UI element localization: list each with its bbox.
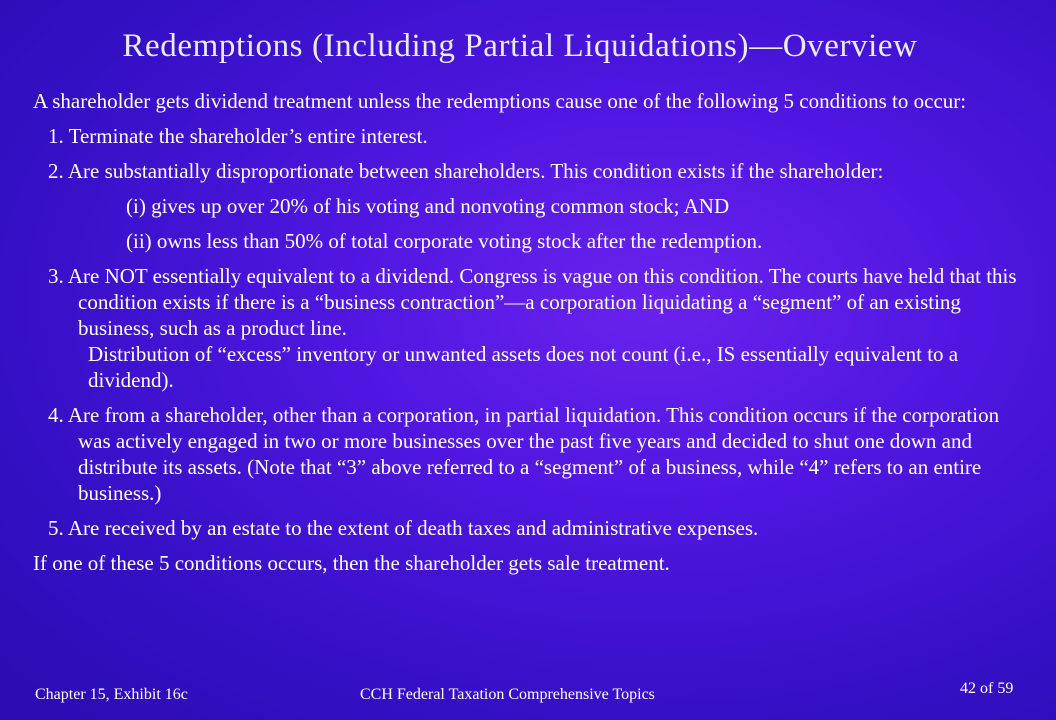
footer-page-number: 42 of 59: [960, 680, 1014, 697]
intro-paragraph: A shareholder gets dividend treatment unless the redemptions cause one of the following 5 conditions to occur:: [33, 89, 967, 113]
conclusion-paragraph: If one of these 5 conditions occurs, then the shareholder gets sale treatment.: [33, 551, 670, 575]
condition-3: 3. Are NOT essentially equivalent to a dividend. Congress is vague on this condition. The courts have held that this condition exists if there is a “business contraction”—a corporation liquidating a “segment” of an existing business, such as a product line.: [48, 264, 1017, 340]
footer-publication: CCH Federal Taxation Comprehensive Topics: [360, 686, 655, 703]
condition-3-note: Distribution of “excess” inventory or unwanted assets does not count (i.e., IS essentially equivalent to a dividend).: [88, 342, 959, 392]
slide-body: [33, 88, 1033, 585]
condition-5: 5. Are received by an estate to the extent of death taxes and administrative expenses.: [48, 516, 759, 540]
footer-chapter: Chapter 15, Exhibit 16c: [35, 686, 188, 703]
condition-2-sub-i: (i) gives up over 20% of his voting and nonvoting common stock; AND: [126, 194, 730, 218]
condition-2-sub-ii: (ii) owns less than 50% of total corporate voting stock after the redemption.: [126, 229, 763, 253]
condition-2: 2. Are substantially disproportionate between shareholders. This condition exists if the shareholder:: [48, 159, 884, 183]
condition-4: 4. Are from a shareholder, other than a corporation, in partial liquidation. This condition occurs if the corporation was actively engaged in two or more businesses over the past five years and decided to shut one down and distribute its assets. (Note that “3” above referred to a “segment” of a business, while “4” refers to an entire business.): [48, 403, 1000, 505]
condition-1: 1. Terminate the shareholder’s entire interest.: [48, 124, 428, 148]
slide-title: Redemptions (Including Partial Liquidations)—Overview: [122, 28, 918, 64]
